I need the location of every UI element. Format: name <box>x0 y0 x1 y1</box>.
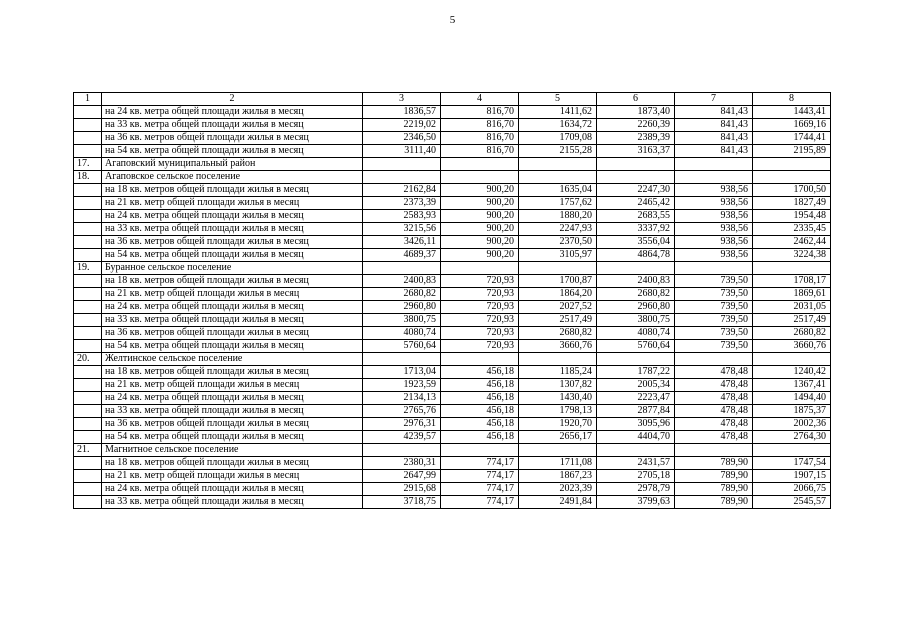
value-cell: 1744,41 <box>753 132 831 145</box>
table-row <box>74 483 831 496</box>
table-row <box>74 340 831 353</box>
row-number: 18. <box>74 171 102 184</box>
value-cell: 2335,45 <box>753 223 831 236</box>
value-cell: 2764,30 <box>753 431 831 444</box>
value-cell: 816,70 <box>441 106 519 119</box>
value-cell: 1367,41 <box>753 379 831 392</box>
value-cell: 816,70 <box>441 132 519 145</box>
value-cell: 2134,13 <box>363 392 441 405</box>
value-cell: 2705,18 <box>597 470 675 483</box>
value-cell: 1869,61 <box>753 288 831 301</box>
value-cell: 900,20 <box>441 210 519 223</box>
table-row <box>74 457 831 470</box>
row-label: Агаповский муниципальный район <box>102 158 363 171</box>
value-cell: 4864,78 <box>597 249 675 262</box>
row-label: на 24 кв. метра общей площади жилья в месяц <box>102 106 363 119</box>
value-cell: 3660,76 <box>753 340 831 353</box>
value-cell: 2431,57 <box>597 457 675 470</box>
table-row <box>74 145 831 158</box>
value-cell: 789,90 <box>675 457 753 470</box>
value-cell: 2765,76 <box>363 405 441 418</box>
value-cell: 3163,37 <box>597 145 675 158</box>
value-cell: 3426,11 <box>363 236 441 249</box>
value-cell: 938,56 <box>675 210 753 223</box>
row-number <box>74 210 102 223</box>
value-cell <box>597 262 675 275</box>
row-number <box>74 106 102 119</box>
row-number <box>74 119 102 132</box>
row-label: на 54 кв. метра общей площади жилья в месяц <box>102 249 363 262</box>
value-cell: 938,56 <box>675 249 753 262</box>
value-cell: 739,50 <box>675 314 753 327</box>
column-header: 3 <box>363 93 441 106</box>
value-cell: 5760,64 <box>597 340 675 353</box>
value-cell: 1709,08 <box>519 132 597 145</box>
value-cell <box>597 353 675 366</box>
value-cell: 478,48 <box>675 418 753 431</box>
value-cell: 456,18 <box>441 392 519 405</box>
value-cell: 1875,37 <box>753 405 831 418</box>
value-cell: 456,18 <box>441 366 519 379</box>
value-cell: 1923,59 <box>363 379 441 392</box>
row-number <box>74 496 102 509</box>
value-cell: 1711,08 <box>519 457 597 470</box>
row-label: на 33 кв. метра общей площади жилья в месяц <box>102 314 363 327</box>
value-cell <box>675 444 753 457</box>
value-cell: 900,20 <box>441 197 519 210</box>
table-row <box>74 470 831 483</box>
row-number <box>74 249 102 262</box>
column-header: 8 <box>753 93 831 106</box>
row-label: на 36 кв. метров общей площади жилья в месяц <box>102 418 363 431</box>
page-number: 5 <box>449 14 456 26</box>
table-row <box>74 249 831 262</box>
value-cell: 816,70 <box>441 119 519 132</box>
table-row <box>74 275 831 288</box>
value-cell: 2960,80 <box>363 301 441 314</box>
value-cell: 2583,93 <box>363 210 441 223</box>
value-cell: 1700,50 <box>753 184 831 197</box>
row-label: на 21 кв. метр общей площади жилья в месяц <box>102 470 363 483</box>
row-number <box>74 327 102 340</box>
row-label: на 54 кв. метра общей площади жилья в месяц <box>102 145 363 158</box>
value-cell: 900,20 <box>441 184 519 197</box>
value-cell: 1873,40 <box>597 106 675 119</box>
value-cell: 1867,23 <box>519 470 597 483</box>
row-number <box>74 405 102 418</box>
row-number <box>74 340 102 353</box>
row-number <box>74 223 102 236</box>
value-cell <box>441 171 519 184</box>
row-number <box>74 431 102 444</box>
value-cell: 1836,57 <box>363 106 441 119</box>
row-label: Буранное сельское поселение <box>102 262 363 275</box>
value-cell: 4239,57 <box>363 431 441 444</box>
value-cell: 2400,83 <box>597 275 675 288</box>
value-cell: 739,50 <box>675 327 753 340</box>
table-row <box>74 158 831 171</box>
value-cell: 456,18 <box>441 379 519 392</box>
table-row <box>74 197 831 210</box>
table-row <box>74 444 831 457</box>
value-cell: 2247,30 <box>597 184 675 197</box>
value-cell: 841,43 <box>675 132 753 145</box>
value-cell: 1411,62 <box>519 106 597 119</box>
value-cell: 2346,50 <box>363 132 441 145</box>
value-cell: 2462,44 <box>753 236 831 249</box>
value-cell: 478,48 <box>675 431 753 444</box>
value-cell <box>519 444 597 457</box>
value-cell <box>597 171 675 184</box>
value-cell: 1700,87 <box>519 275 597 288</box>
value-cell: 720,93 <box>441 275 519 288</box>
value-cell: 1634,72 <box>519 119 597 132</box>
value-cell <box>597 444 675 457</box>
row-label: Агаповское сельское поселение <box>102 171 363 184</box>
value-cell: 841,43 <box>675 119 753 132</box>
value-cell: 1954,48 <box>753 210 831 223</box>
value-cell: 720,93 <box>441 340 519 353</box>
value-cell: 1443,41 <box>753 106 831 119</box>
value-cell: 2680,82 <box>519 327 597 340</box>
value-cell: 1920,70 <box>519 418 597 431</box>
value-cell <box>753 171 831 184</box>
value-cell: 2877,84 <box>597 405 675 418</box>
value-cell: 3800,75 <box>597 314 675 327</box>
value-cell: 739,50 <box>675 301 753 314</box>
value-cell <box>753 353 831 366</box>
value-cell <box>675 158 753 171</box>
table-row <box>74 353 831 366</box>
value-cell: 2389,39 <box>597 132 675 145</box>
value-cell: 4689,37 <box>363 249 441 262</box>
value-cell: 1669,16 <box>753 119 831 132</box>
table-row <box>74 496 831 509</box>
value-cell: 478,48 <box>675 366 753 379</box>
value-cell: 2976,31 <box>363 418 441 431</box>
value-cell: 2195,89 <box>753 145 831 158</box>
value-cell: 2545,57 <box>753 496 831 509</box>
row-number <box>74 366 102 379</box>
value-cell: 4080,74 <box>363 327 441 340</box>
row-label: на 36 кв. метров общей площади жилья в месяц <box>102 132 363 145</box>
value-cell: 3660,76 <box>519 340 597 353</box>
value-cell: 3105,97 <box>519 249 597 262</box>
row-number: 19. <box>74 262 102 275</box>
column-header: 1 <box>74 93 102 106</box>
column-header: 6 <box>597 93 675 106</box>
value-cell: 841,43 <box>675 145 753 158</box>
row-label: на 24 кв. метра общей площади жилья в месяц <box>102 392 363 405</box>
value-cell <box>363 262 441 275</box>
row-label: Магнитное сельское поселение <box>102 444 363 457</box>
table-row <box>74 405 831 418</box>
value-cell: 2465,42 <box>597 197 675 210</box>
row-label: на 24 кв. метра общей площади жилья в месяц <box>102 483 363 496</box>
value-cell: 1635,04 <box>519 184 597 197</box>
value-cell <box>363 171 441 184</box>
row-label: на 54 кв. метра общей площади жилья в месяц <box>102 340 363 353</box>
value-cell: 2680,82 <box>597 288 675 301</box>
table-row <box>74 288 831 301</box>
row-label: на 21 кв. метр общей площади жилья в месяц <box>102 288 363 301</box>
value-cell: 816,70 <box>441 145 519 158</box>
value-cell: 2223,47 <box>597 392 675 405</box>
column-header: 2 <box>102 93 363 106</box>
value-cell: 938,56 <box>675 197 753 210</box>
value-cell: 5760,64 <box>363 340 441 353</box>
value-cell: 720,93 <box>441 288 519 301</box>
value-cell: 3095,96 <box>597 418 675 431</box>
table-row <box>74 184 831 197</box>
row-number <box>74 184 102 197</box>
value-cell: 3799,63 <box>597 496 675 509</box>
row-label: на 33 кв. метра общей площади жилья в месяц <box>102 223 363 236</box>
row-label: на 33 кв. метра общей площади жилья в месяц <box>102 405 363 418</box>
row-label: на 36 кв. метров общей площади жилья в месяц <box>102 327 363 340</box>
value-cell: 1798,13 <box>519 405 597 418</box>
row-label: Желтинское сельское поселение <box>102 353 363 366</box>
value-cell: 1757,62 <box>519 197 597 210</box>
value-cell: 1240,42 <box>753 366 831 379</box>
row-label: на 21 кв. метр общей площади жилья в месяц <box>102 379 363 392</box>
value-cell: 2656,17 <box>519 431 597 444</box>
value-cell <box>363 158 441 171</box>
value-cell: 2680,82 <box>363 288 441 301</box>
table-body <box>74 93 831 509</box>
value-cell <box>363 444 441 457</box>
row-label: на 21 кв. метр общей площади жилья в месяц <box>102 197 363 210</box>
value-cell: 1907,15 <box>753 470 831 483</box>
value-cell: 2027,52 <box>519 301 597 314</box>
row-number <box>74 379 102 392</box>
value-cell: 789,90 <box>675 470 753 483</box>
value-cell: 1787,22 <box>597 366 675 379</box>
row-number: 17. <box>74 158 102 171</box>
value-cell: 456,18 <box>441 418 519 431</box>
table-row <box>74 223 831 236</box>
value-cell <box>675 353 753 366</box>
value-cell <box>753 262 831 275</box>
value-cell: 2960,80 <box>597 301 675 314</box>
value-cell: 900,20 <box>441 236 519 249</box>
row-number <box>74 314 102 327</box>
table-row <box>74 314 831 327</box>
value-cell: 2680,82 <box>753 327 831 340</box>
value-cell <box>441 353 519 366</box>
value-cell: 456,18 <box>441 431 519 444</box>
column-header: 7 <box>675 93 753 106</box>
value-cell: 4404,70 <box>597 431 675 444</box>
value-cell: 720,93 <box>441 314 519 327</box>
value-cell: 456,18 <box>441 405 519 418</box>
row-number <box>74 197 102 210</box>
value-cell: 774,17 <box>441 496 519 509</box>
value-cell: 3800,75 <box>363 314 441 327</box>
value-cell: 1494,40 <box>753 392 831 405</box>
row-label: на 54 кв. метра общей площади жилья в месяц <box>102 431 363 444</box>
value-cell: 774,17 <box>441 457 519 470</box>
value-cell: 2517,49 <box>753 314 831 327</box>
value-cell: 1307,82 <box>519 379 597 392</box>
table-row <box>74 366 831 379</box>
value-cell: 2066,75 <box>753 483 831 496</box>
row-number <box>74 483 102 496</box>
table-row <box>74 132 831 145</box>
table-row <box>74 392 831 405</box>
row-label: на 18 кв. метров общей площади жилья в месяц <box>102 366 363 379</box>
value-cell: 478,48 <box>675 405 753 418</box>
table-row <box>74 171 831 184</box>
value-cell: 2373,39 <box>363 197 441 210</box>
value-cell: 1864,20 <box>519 288 597 301</box>
value-cell: 1827,49 <box>753 197 831 210</box>
value-cell: 789,90 <box>675 496 753 509</box>
value-cell: 2031,05 <box>753 301 831 314</box>
value-cell: 2978,79 <box>597 483 675 496</box>
value-cell: 720,93 <box>441 301 519 314</box>
tariff-table <box>73 92 831 509</box>
row-label: на 18 кв. метров общей площади жилья в месяц <box>102 184 363 197</box>
value-cell <box>753 158 831 171</box>
value-cell: 739,50 <box>675 288 753 301</box>
row-number <box>74 236 102 249</box>
value-cell: 774,17 <box>441 483 519 496</box>
row-label: на 36 кв. метров общей площади жилья в месяц <box>102 236 363 249</box>
table-row <box>74 327 831 340</box>
value-cell: 774,17 <box>441 470 519 483</box>
value-cell: 2647,99 <box>363 470 441 483</box>
row-number <box>74 275 102 288</box>
value-cell: 3337,92 <box>597 223 675 236</box>
value-cell: 2915,68 <box>363 483 441 496</box>
row-number: 20. <box>74 353 102 366</box>
column-header: 5 <box>519 93 597 106</box>
table-row <box>74 262 831 275</box>
value-cell: 2517,49 <box>519 314 597 327</box>
value-cell: 478,48 <box>675 392 753 405</box>
value-cell: 3224,38 <box>753 249 831 262</box>
value-cell <box>441 158 519 171</box>
value-cell: 2683,55 <box>597 210 675 223</box>
table-row <box>74 210 831 223</box>
value-cell: 938,56 <box>675 236 753 249</box>
value-cell: 938,56 <box>675 223 753 236</box>
value-cell: 3718,75 <box>363 496 441 509</box>
value-cell: 1708,17 <box>753 275 831 288</box>
table-row <box>74 119 831 132</box>
row-label: на 33 кв. метра общей площади жилья в месяц <box>102 496 363 509</box>
row-number <box>74 392 102 405</box>
row-label: на 33 кв. метра общей площади жилья в месяц <box>102 119 363 132</box>
value-cell: 2162,84 <box>363 184 441 197</box>
value-cell: 938,56 <box>675 184 753 197</box>
value-cell: 900,20 <box>441 223 519 236</box>
value-cell: 739,50 <box>675 340 753 353</box>
row-label: на 24 кв. метра общей площади жилья в месяц <box>102 301 363 314</box>
value-cell: 1747,54 <box>753 457 831 470</box>
table-row <box>74 106 831 119</box>
row-number <box>74 470 102 483</box>
value-cell <box>675 262 753 275</box>
row-number <box>74 132 102 145</box>
value-cell: 2219,02 <box>363 119 441 132</box>
value-cell: 4080,74 <box>597 327 675 340</box>
row-number <box>74 145 102 158</box>
value-cell: 900,20 <box>441 249 519 262</box>
value-cell <box>519 353 597 366</box>
value-cell: 2260,39 <box>597 119 675 132</box>
row-number <box>74 418 102 431</box>
table-header-row <box>74 93 831 106</box>
row-number <box>74 301 102 314</box>
value-cell: 720,93 <box>441 327 519 340</box>
value-cell: 1713,04 <box>363 366 441 379</box>
table-row <box>74 301 831 314</box>
value-cell <box>675 171 753 184</box>
value-cell: 2370,50 <box>519 236 597 249</box>
value-cell: 3111,40 <box>363 145 441 158</box>
value-cell: 739,50 <box>675 275 753 288</box>
row-number: 21. <box>74 444 102 457</box>
value-cell <box>441 262 519 275</box>
value-cell: 2002,36 <box>753 418 831 431</box>
value-cell: 2491,84 <box>519 496 597 509</box>
value-cell: 478,48 <box>675 379 753 392</box>
value-cell <box>519 262 597 275</box>
value-cell: 3556,04 <box>597 236 675 249</box>
table-row <box>74 236 831 249</box>
row-label: на 24 кв. метра общей площади жилья в месяц <box>102 210 363 223</box>
value-cell: 1185,24 <box>519 366 597 379</box>
value-cell <box>519 171 597 184</box>
row-label: на 18 кв. метров общей площади жилья в месяц <box>102 457 363 470</box>
value-cell <box>597 158 675 171</box>
value-cell: 841,43 <box>675 106 753 119</box>
value-cell: 2380,31 <box>363 457 441 470</box>
value-cell: 2005,34 <box>597 379 675 392</box>
value-cell <box>441 444 519 457</box>
value-cell: 2155,28 <box>519 145 597 158</box>
value-cell: 2400,83 <box>363 275 441 288</box>
value-cell <box>363 353 441 366</box>
column-header: 4 <box>441 93 519 106</box>
value-cell <box>753 444 831 457</box>
value-cell: 1880,20 <box>519 210 597 223</box>
row-label: на 18 кв. метров общей площади жилья в месяц <box>102 275 363 288</box>
table-row <box>74 431 831 444</box>
table-row <box>74 418 831 431</box>
value-cell <box>519 158 597 171</box>
row-number <box>74 457 102 470</box>
value-cell: 2247,93 <box>519 223 597 236</box>
value-cell: 1430,40 <box>519 392 597 405</box>
value-cell: 2023,39 <box>519 483 597 496</box>
value-cell: 789,90 <box>675 483 753 496</box>
table-row <box>74 379 831 392</box>
value-cell: 3215,56 <box>363 223 441 236</box>
row-number <box>74 288 102 301</box>
